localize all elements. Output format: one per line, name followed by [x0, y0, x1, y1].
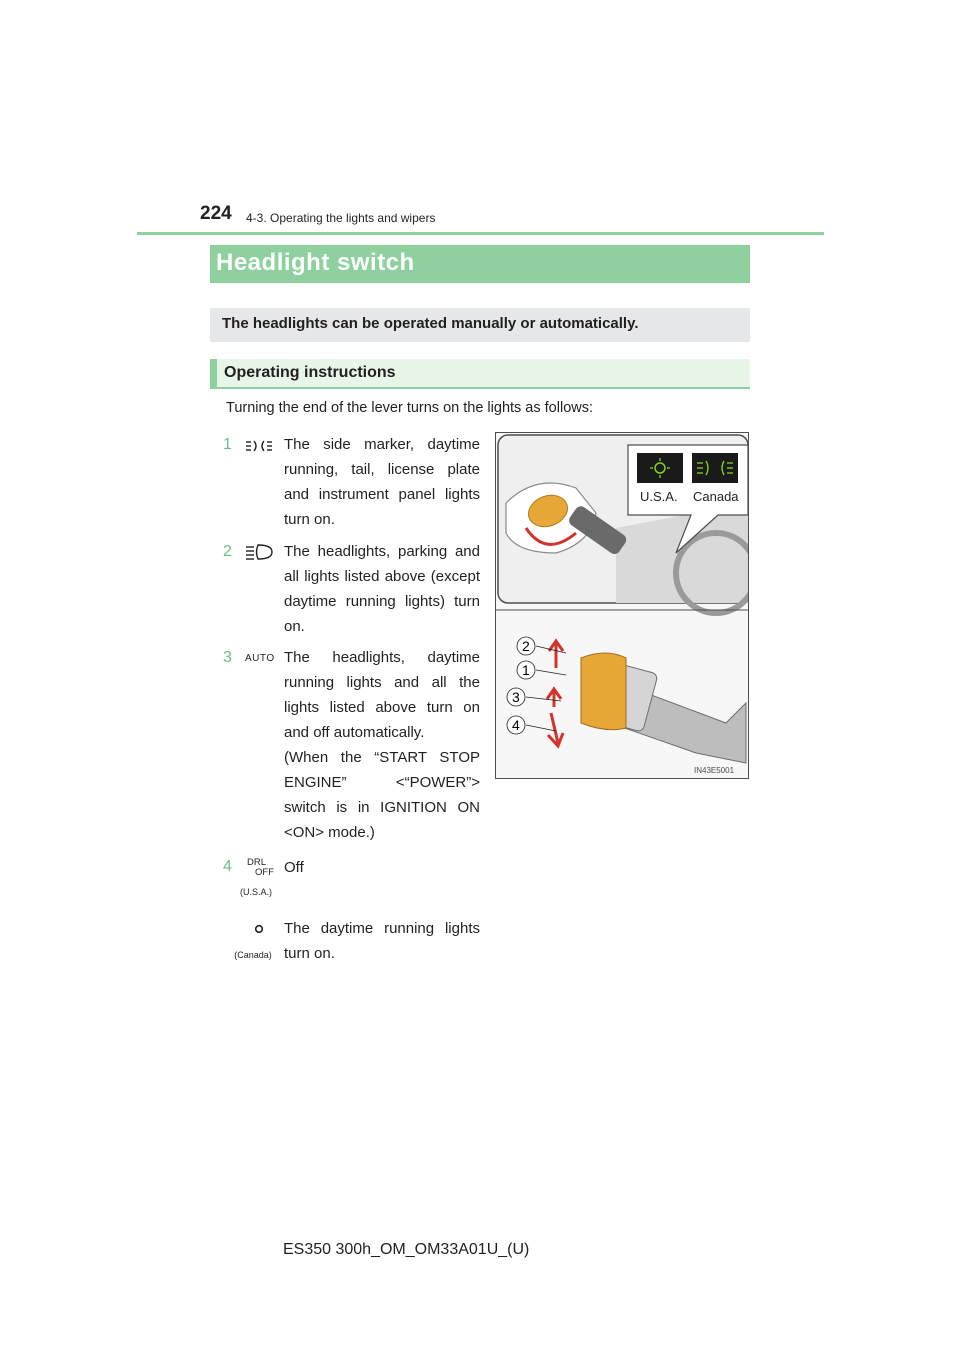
arrow-position-2 — [549, 641, 563, 668]
region-label-canada: (Canada) — [234, 950, 272, 960]
usa-indicator — [637, 453, 683, 483]
footer-model-code: ES350 300h_OM_OM33A01U_(U) — [283, 1241, 530, 1258]
callout-1-label: 1 — [522, 662, 530, 678]
leader-lines — [526, 646, 566, 731]
section-heading: 4-3. Operating the lights and wipers — [246, 211, 436, 225]
region-label-usa: (U.S.A.) — [239, 887, 272, 897]
usa-indicator-label: U.S.A. — [640, 489, 678, 504]
arrow-position-1 — [547, 689, 561, 707]
mode-number-1: 1 — [223, 436, 232, 453]
title-bar — [210, 245, 750, 283]
canada-indicator-label: Canada — [693, 489, 739, 504]
lever-tip — [581, 653, 626, 730]
mode-number-2: 2 — [223, 543, 232, 560]
intro-text: The headlights can be operated manually or automatically. — [222, 315, 639, 332]
lever-illustration — [495, 432, 749, 779]
off-icon-label: OFF — [255, 867, 274, 878]
callout-4-label: 4 — [512, 717, 520, 733]
lead-text: Turning the end of the lever turns on the lights as follows: — [226, 400, 594, 416]
lever-illustration-svg — [496, 433, 749, 779]
drl-icon-label: DRL — [247, 857, 267, 868]
image-code: IN43E5001 — [694, 766, 735, 775]
headlight-icon — [245, 543, 273, 561]
off-circle-icon — [254, 924, 264, 934]
mode-number-3: 3 — [223, 649, 232, 666]
page-title: Headlight switch — [216, 249, 415, 276]
auto-icon: AUTO — [245, 653, 275, 664]
mode-text-4: Off — [284, 859, 304, 876]
intro-bar — [210, 308, 750, 342]
mode-text-2: The headlights, parking and all lights listed above (except daytime running lights) turn on. — [284, 543, 480, 635]
side-marker-lights-icon — [245, 438, 273, 454]
callout-2-label: 2 — [522, 638, 530, 654]
header-rule — [137, 232, 824, 235]
mode-text-canada: The daytime running lights turn on. — [284, 920, 480, 962]
subsection-title: Operating instructions — [224, 364, 396, 381]
page-number: 224 — [200, 203, 232, 224]
subsection-bar — [210, 359, 750, 389]
mode-number-4: 4 — [223, 858, 232, 875]
callout-3-label: 3 — [512, 689, 520, 705]
mode-note-3: (When the “START STOP ENGINE” <“POWER”> switch is in IGNITION ON <ON> mode.) — [284, 749, 480, 841]
mode-text-3: The headlights, daytime running lights and all the lights listed above turn on and off automatically. — [284, 649, 480, 741]
mode-text-1: The side marker, daytime running, tail, license plate and instrument panel lights turn on. — [284, 436, 480, 528]
drl-off-icon — [247, 858, 275, 878]
